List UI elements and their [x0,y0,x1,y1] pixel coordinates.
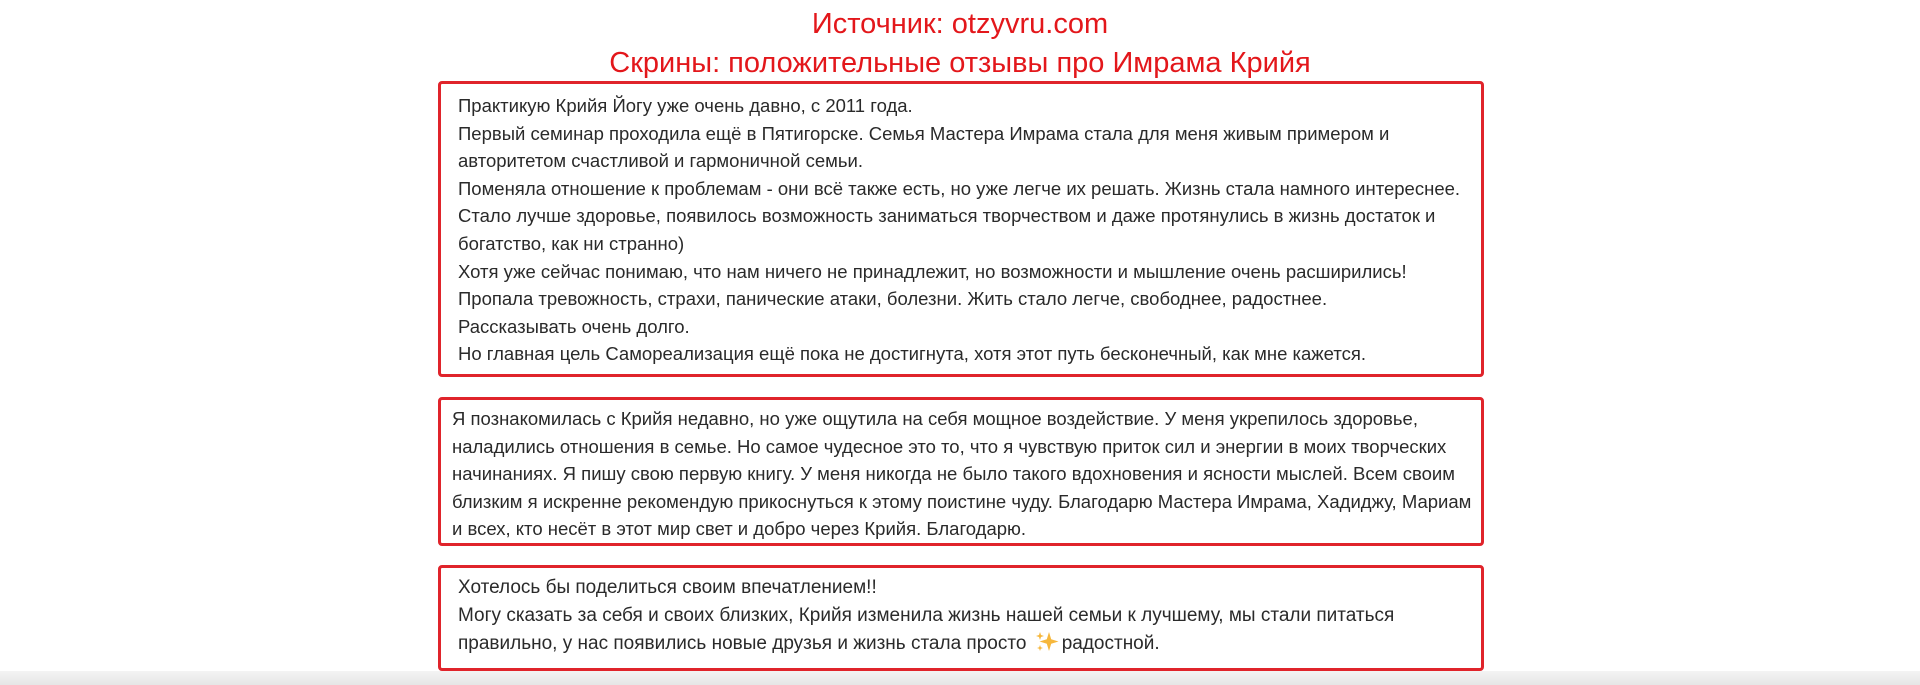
review-1-line-5: Пропала тревожность, страхи, панические атаки, болезни. Жить стало легче, свободнее, радостнее. [458,288,1328,310]
screens-subtitle: Скрины: положительные отзывы про Имрама Крийя [609,47,1311,79]
bottom-edge-shadow [0,671,1920,685]
review-1-line-1: Практикую Крийя Йогу уже очень давно, с 2011 года. [458,95,913,116]
review-3-text-before: Могу сказать за себя и своих близких, Крийя изменила жизнь нашей семьи к лучшему, мы стали питаться правильно, у нас появились новые друзья и жизнь стала просто [458,605,1395,654]
review-1-line-4: Хотя уже сейчас понимаю, что нам ничего не принадлежит, но возможности и мышление очень расширились! [458,260,1407,282]
review-1-line-7: Но главная цель Самореализация ещё пока не достигнута, хотя этот путь бесконечный, как мне кажется. [458,343,1367,365]
review-3-text-after: радостной. [1061,633,1160,654]
sparkles-icon [1034,631,1060,653]
review-card-2 [438,397,1484,546]
review-1-line-2: Первый семинар проходила ещё в Пятигорске. Семья Мастера Имрама стала для меня живым примером и авторитетом счастливой и гармоничной семьи. [458,122,1390,172]
source-title: Источник: otzyvru.com [811,8,1109,40]
review-card-1 [438,81,1484,377]
review-3-line-1: Хотелось бы поделиться своим впечатлением!! [458,577,877,598]
review-card-3 [438,565,1484,671]
review-2-text: Я познакомилась с Крийя недавно, но уже ощутила на себя мощное воздействие. У меня укрепилось здоровье, наладились отношения в семье. Но самое чудесное это то, что я чувствую приток сил и энергии в моих творческих начинаниях. Я пишу свою первую книгу. У меня никогда не было такого вдохновения и ясности мыслей. Всем своим близким я искренне рекомендую прикоснуться к этому поистине чуду. Благодарю Мастера Имрама, Хадиджу, Мариам и всех, кто несёт в этот мир свет и добро через Крийя. Благодарю. [452,408,1472,540]
review-1-line-3: Поменяла отношение к проблемам - они всё также есть, но уже легче их решать. Жизнь стала намного интереснее. Стало лучше здоровье, появилось возможность заниматься творчеством и даже протянулись в жизнь достаток и богатство, как ни странно) [458,177,1461,254]
review-1-line-6: Рассказывать очень долго. [458,315,690,337]
page-header [0,0,1920,83]
review-3-line-2 [458,602,1469,658]
